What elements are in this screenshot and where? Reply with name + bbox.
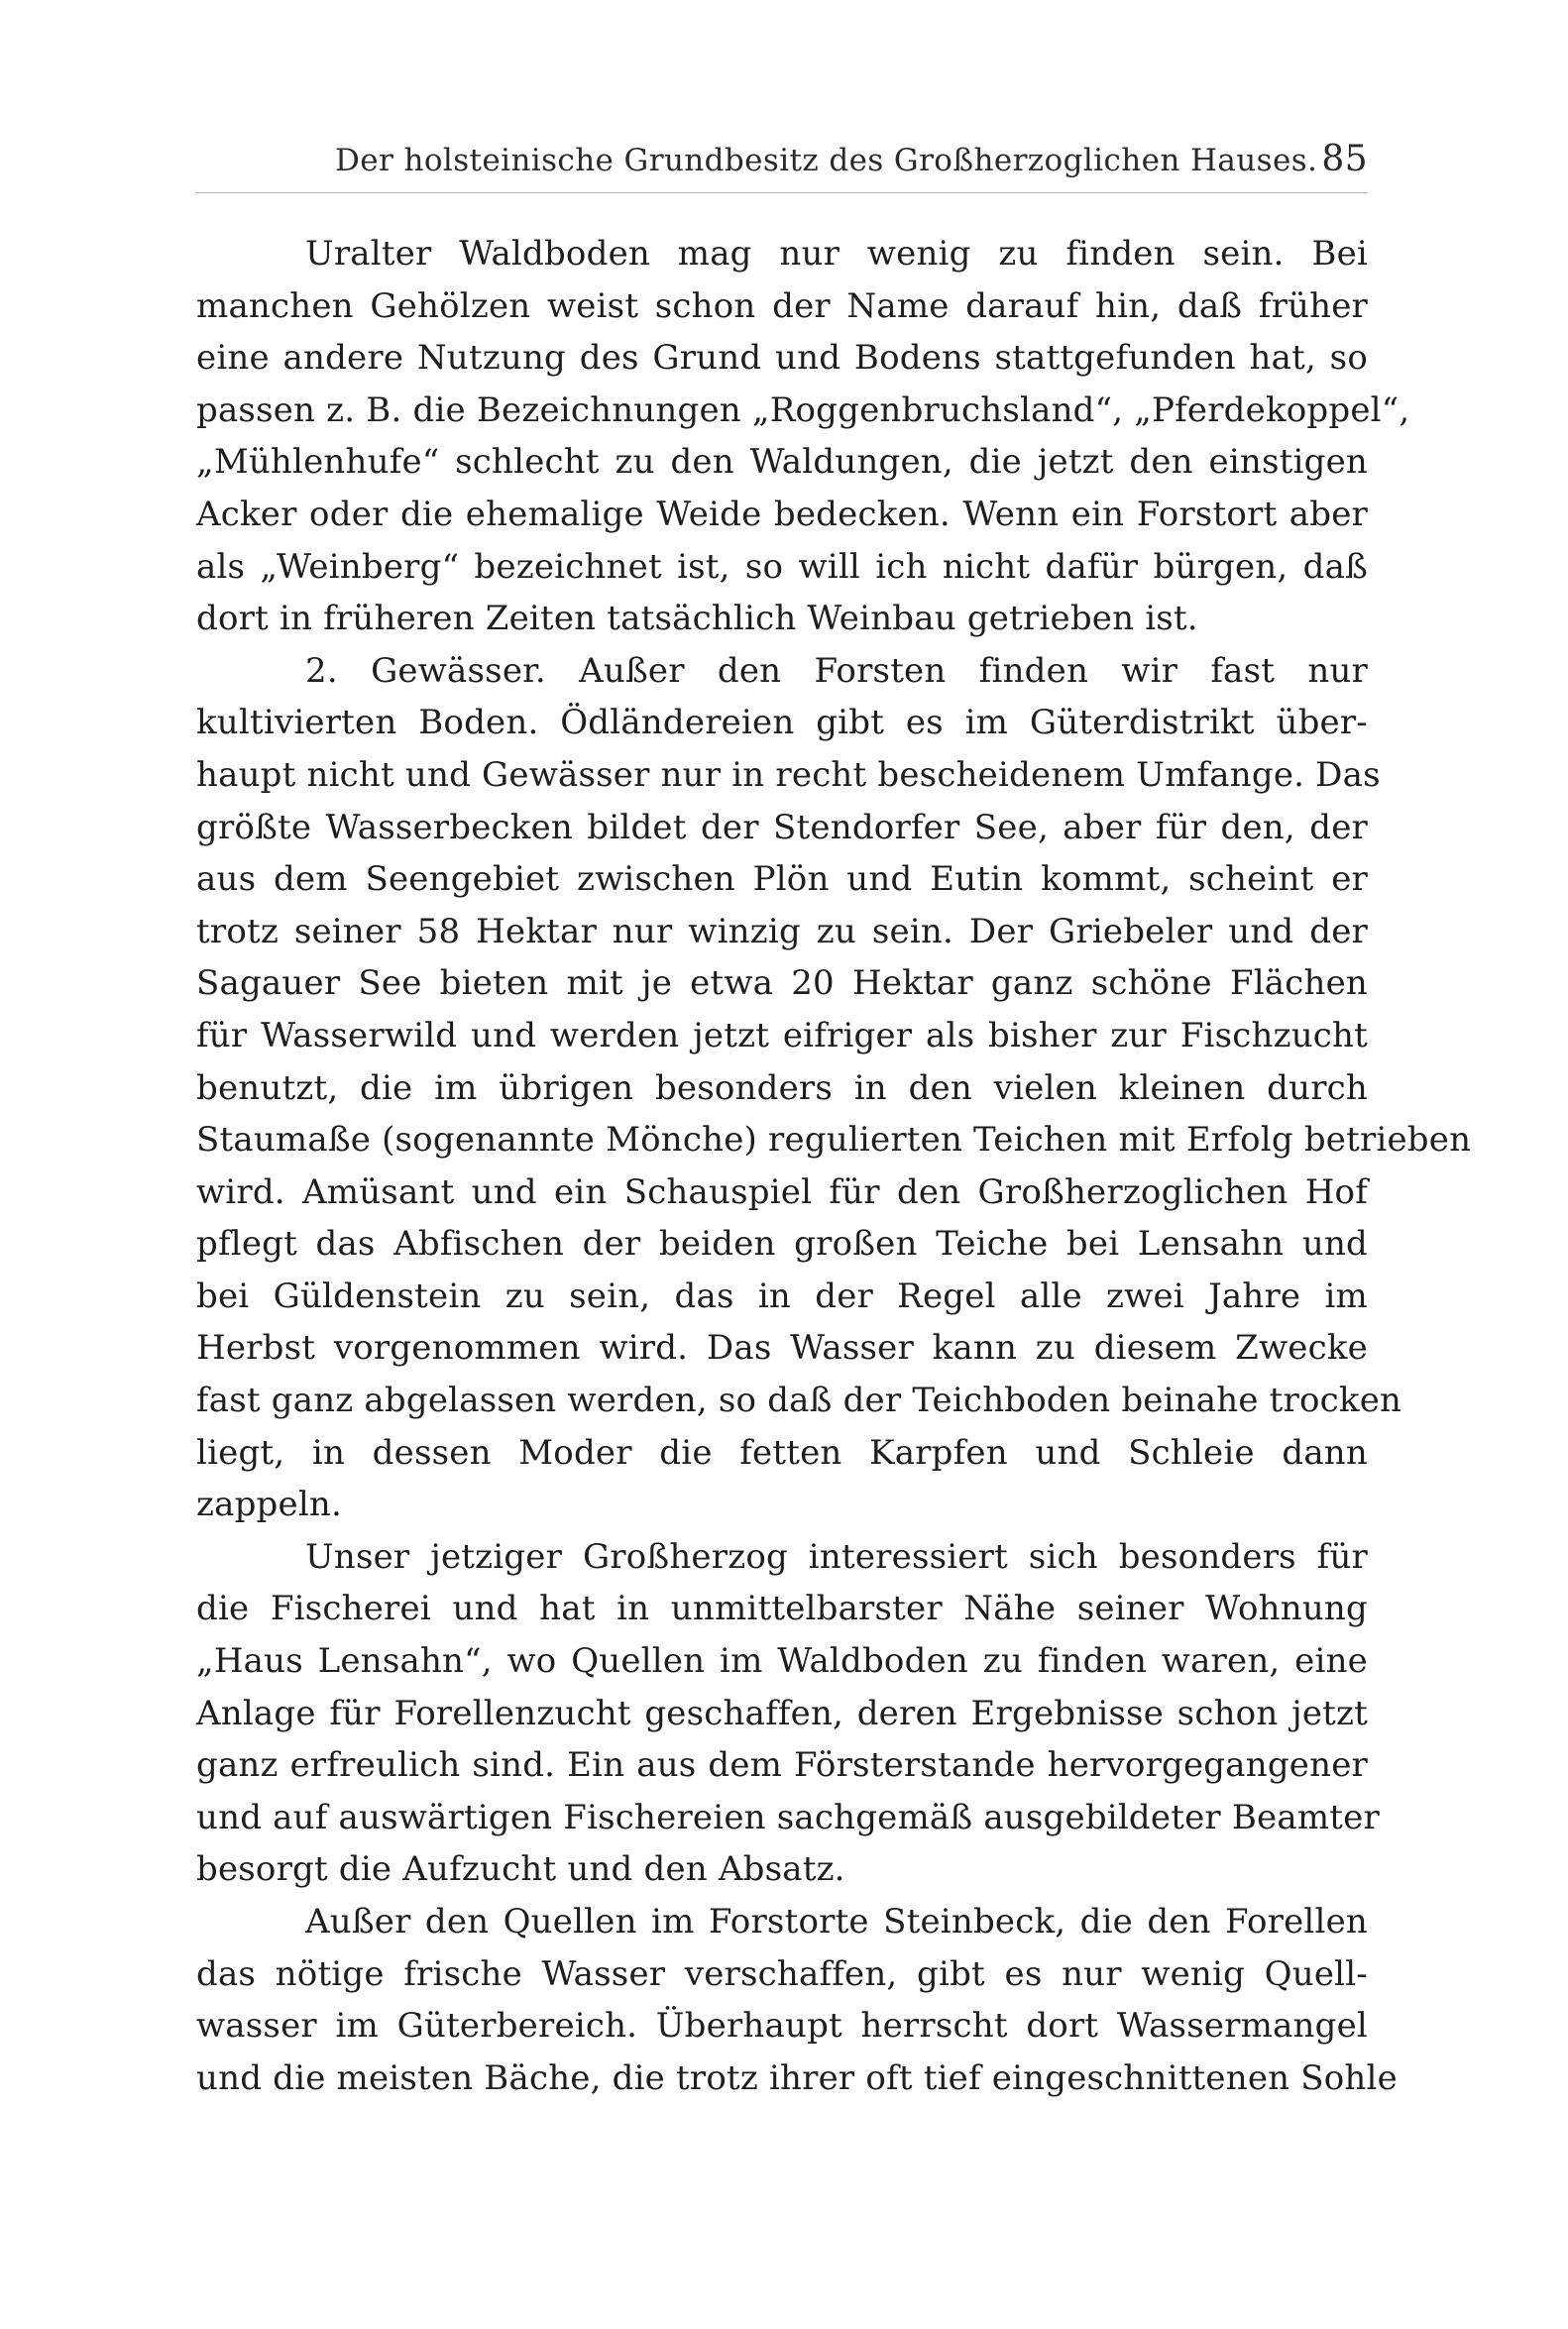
text-line: wird. Amüsant und ein Schauspiel für den Großherzoglichen Hof bbox=[196, 1171, 1368, 1212]
text-line: Unser jetziger Großherzog interessiert sich besonders für bbox=[305, 1536, 1368, 1577]
text-line: Acker oder die ehemalige Weide bedecken. Wenn ein Forstort aber bbox=[196, 494, 1368, 534]
text-line: ganz erfreulich sind. Ein aus dem Försterstande hervorgegangener bbox=[196, 1745, 1368, 1786]
running-head-title: Der holsteinische Grundbesitz des Großherzoglichen Hauses. bbox=[335, 143, 1318, 178]
text-line: das nötige frische Wasser verschaffen, gibt es nur wenig Quell- bbox=[196, 1953, 1368, 1994]
text-line: als „Weinberg“ bezeichnet ist, so will ich nicht dafür bürgen, daß bbox=[196, 546, 1368, 587]
text-line: Uralter Waldboden mag nur wenig zu finden sein. Bei bbox=[305, 234, 1368, 274]
page-number: 85 bbox=[1321, 139, 1368, 179]
text-line: kultivierten Boden. Ödländereien gibt es im Güterdistrikt über- bbox=[196, 703, 1368, 743]
text-line: wasser im Güterbereich. Überhaupt herrscht dort Wassermangel bbox=[196, 2006, 1368, 2047]
text-line: zappeln. bbox=[196, 1485, 343, 1525]
text-line: die Fischerei und hat in unmittelbarster Nähe seiner Wohnung bbox=[196, 1589, 1368, 1629]
text-line: manchen Gehölzen weist schon der Name darauf hin, daß früher bbox=[196, 285, 1368, 326]
text-line: eine andere Nutzung des Grund und Bodens stattgefunden hat, so bbox=[196, 338, 1368, 379]
text-line: größte Wasserbecken bildet der Stendorfer See, aber für den, der bbox=[196, 807, 1368, 847]
text-line: dort in früheren Zeiten tatsächlich Weinbau getrieben ist. bbox=[196, 599, 1198, 639]
text-line: und die meisten Bäche, die trotz ihrer oft tief eingeschnittenen Sohle bbox=[196, 2057, 1398, 2098]
text-line: bei Güldenstein zu sein, das in der Regel alle zwei Jahre im bbox=[196, 1275, 1368, 1316]
text-line: pflegt das Abfischen der beiden großen Teiche bei Lensahn und bbox=[196, 1224, 1368, 1265]
text-line: trotz seiner 58 Hektar nur winzig zu sein. Der Griebeler und der bbox=[196, 911, 1368, 951]
text-line: „Mühlenhufe“ schlecht zu den Waldungen, die jetzt den einstigen bbox=[196, 442, 1368, 483]
text-line: besorgt die Aufzucht und den Absatz. bbox=[196, 1849, 845, 1890]
text-line: und auf auswärtigen Fischereien sachgemäß ausgebildeter Beamter bbox=[196, 1797, 1380, 1837]
text-line: Sagauer See bieten mit je etwa 20 Hektar ganz schöne Flächen bbox=[196, 963, 1368, 1004]
text-line: Herbst vorgenommen wird. Das Wasser kann zu diesem Zwecke bbox=[196, 1328, 1368, 1369]
running-head bbox=[196, 137, 1368, 186]
text-line: liegt, in dessen Moder die fetten Karpfen und Schleie dann bbox=[196, 1432, 1368, 1473]
text-line: passen z. B. die Bezeichnungen „Roggenbruchsland“, „Pferdekoppel“, bbox=[196, 389, 1410, 430]
text-line: fast ganz abgelassen werden, so daß der Teichboden beinahe trocken bbox=[196, 1381, 1402, 1421]
text-line: Außer den Quellen im Forstorte Steinbeck, die den Forellen bbox=[305, 1902, 1368, 1941]
text-line: benutzt, die im übrigen besonders in den vielen kleinen durch bbox=[196, 1067, 1368, 1108]
body-text bbox=[196, 228, 1472, 2104]
text-line: für Wasserwild und werden jetzt eifriger als bisher zur Fischzucht bbox=[196, 1015, 1368, 1055]
text-line: „Haus Lensahn“, wo Quellen im Waldboden zu finden waren, eine bbox=[196, 1641, 1368, 1682]
text-line: Anlage für Forellenzucht geschaffen, deren Ergebnisse schon jetzt bbox=[196, 1693, 1368, 1733]
text-line: Staumaße (sogenannte Mönche) regulierten Teichen mit Erfolg betrieben bbox=[196, 1120, 1472, 1161]
text-line: aus dem Seengebiet zwischen Plön und Eutin kommt, scheint er bbox=[196, 859, 1368, 900]
text-line: 2. Gewässer. Außer den Forsten finden wir fast nur bbox=[305, 650, 1368, 691]
header-rule bbox=[196, 192, 1368, 193]
text-line: haupt nicht und Gewässer nur in recht bescheidenem Umfange. Das bbox=[196, 754, 1381, 795]
